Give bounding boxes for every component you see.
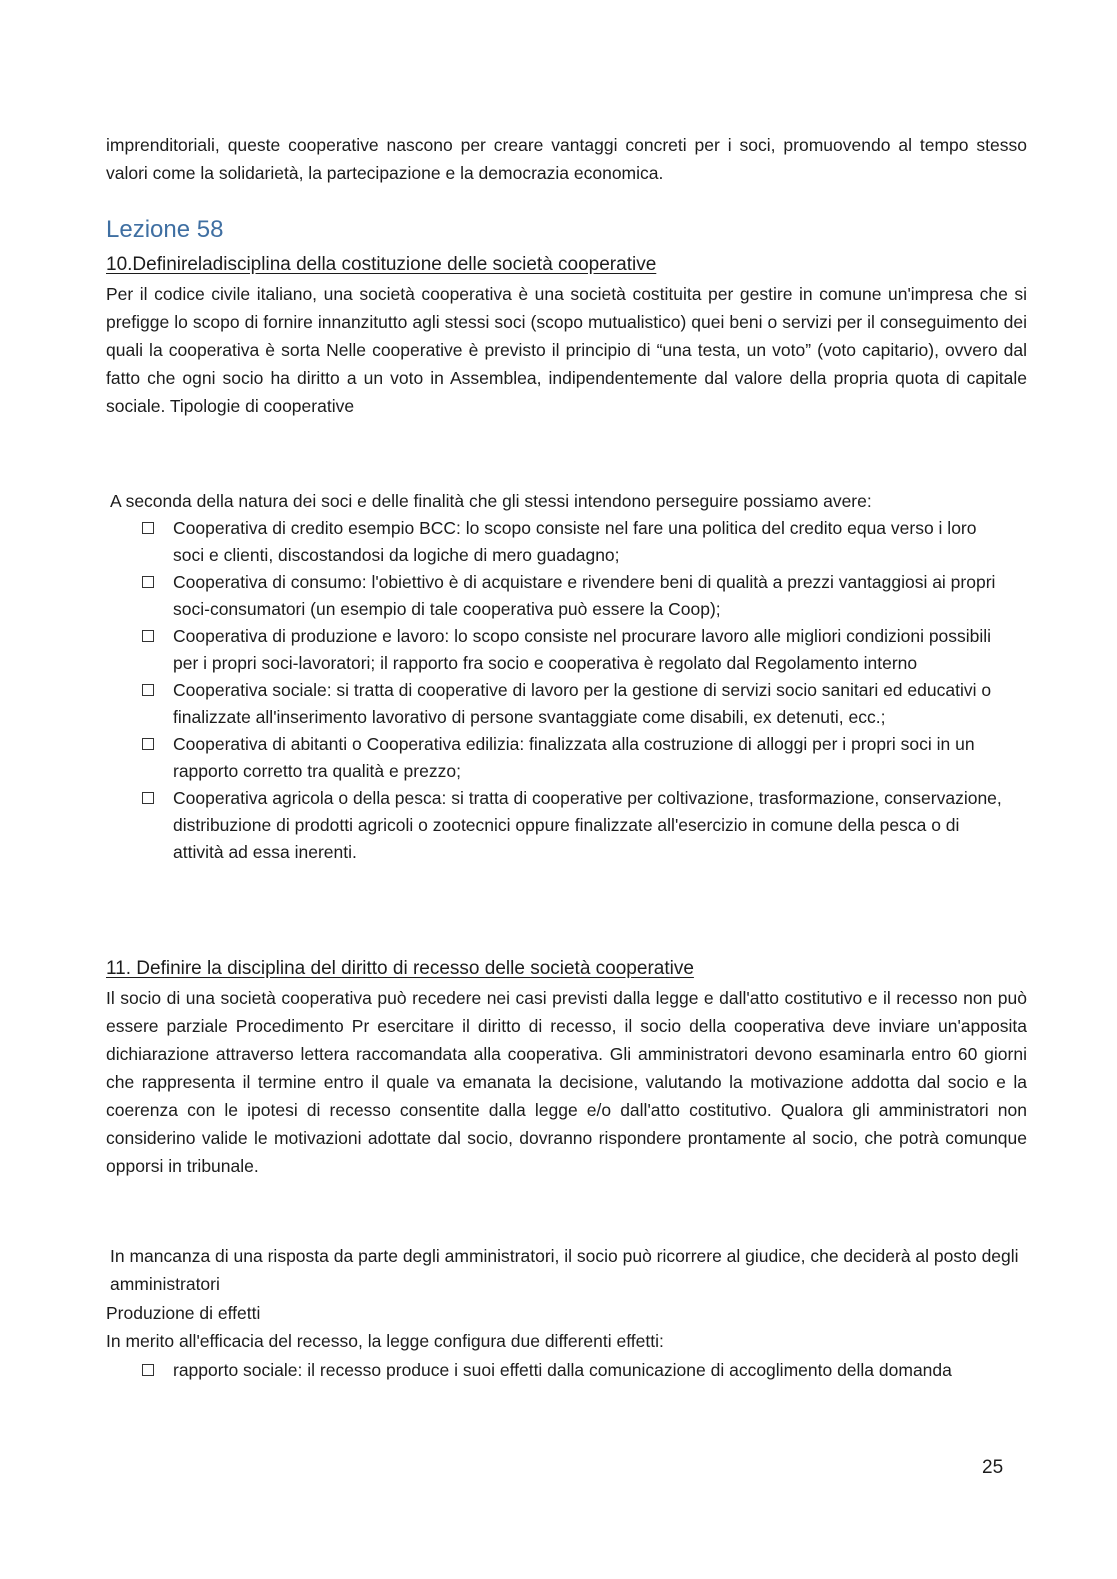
list-item-text: Cooperativa di abitanti o Cooperativa edilizia: finalizzata alla costruzione di alloggi per i propri soci in un rapporto corretto tra qualità e prezzo; <box>173 734 975 781</box>
list-item-text: rapporto sociale: il recesso produce i suoi effetti dalla comunicazione di accoglimento della domanda <box>173 1360 952 1380</box>
q10-paragraph: Per il codice civile italiano, una società cooperativa è una società costituita per gestire in comune un'impresa che si prefigge lo scopo di fornire innanzitutto agli stessi soci (scopo mutualistico) quei beni o servizi per il conseguimento dei quali la cooperativa è sorta Nelle cooperative è previsto il principio di “una testa, un voto” (voto capitario), ovvero dal fatto che ogni socio ha diritto a un voto in Assemblea, indipendentemente dal valore della propria quota di capitale sociale. Tipologie di cooperative <box>106 284 1027 416</box>
list-item-text: Cooperativa sociale: si tratta di cooperative di lavoro per la gestione di servizi socio sanitari ed educativi o finalizzate all'inserimento lavorativo di persone svantaggiate come disabili, ex detenuti, ecc.; <box>173 680 992 727</box>
checkbox-icon <box>142 522 154 534</box>
list-item <box>140 515 1010 569</box>
list-item-text: Cooperativa di produzione e lavoro: lo scopo consiste nel procurare lavoro alle migliori condizioni possibili per i propri soci-lavoratori; il rapporto fra socio e cooperativa è regolato dal Regolamento interno <box>173 626 992 673</box>
q11-effects-intro: In merito all'efficacia del recesso, la legge configura due differenti effetti: <box>106 1331 664 1351</box>
q11-subheading: Produzione di effetti <box>106 1303 261 1323</box>
q10-heading: 10.Definireladisciplina della costituzione delle società cooperative <box>106 254 657 275</box>
q10-intro: A seconda della natura dei soci e delle finalità che gli stessi intendono perseguire possiamo avere: <box>110 491 872 511</box>
lesson-title: Lezione 58 <box>106 216 224 243</box>
list-item <box>140 623 1010 677</box>
q11-paragraph-2: In mancanza di una risposta da parte degli amministratori, il socio può ricorrere al giudice, che deciderà al posto degli amministratori <box>110 1246 1019 1294</box>
q11-heading: 11. Definire la disciplina del diritto di recesso delle società cooperative <box>106 958 694 979</box>
q11-paragraph: Il socio di una società cooperativa può recedere nei casi previsti dalla legge e dall'atto costitutivo e il recesso non può essere parziale Procedimento Pr esercitare il diritto di recesso, il socio della cooperativa deve inviare un'apposita dichiarazione attraverso lettera raccomandata alla cooperativa. Gli amministratori devono esaminarla entro 60 giorni che rappresenta il termine entro il quale va emanata la decisione, valutando la motivazione addotta dal socio e la coerenza con le ipotesi di recesso consentite dalla legge e/o dall'atto costitutivo. Qualora gli amministratori non considerino valide le motivazioni adottate dal socio, dovranno rispondere prontamente al socio, che potrà comunque opporsi in tribunale. <box>106 988 1027 1176</box>
q10-list <box>140 515 1010 866</box>
list-item <box>140 785 1010 866</box>
list-item-text: Cooperativa agricola o della pesca: si tratta di cooperative per coltivazione, trasformazione, conservazione, distribuzione di prodotti agricoli o zootecnici oppure finalizzate all'esercizio in comune della pesca o di attività ad essa inerenti. <box>173 788 1002 862</box>
checkbox-icon <box>142 630 154 642</box>
list-item <box>140 1357 1010 1384</box>
list-item-text: Cooperativa di consumo: l'obiettivo è di acquistare e rivendere beni di qualità a prezzi vantaggiosi ai propri soci-consumatori (un esempio di tale cooperativa può essere la Coop); <box>173 572 996 619</box>
list-item <box>140 569 1010 623</box>
list-item <box>140 677 1010 731</box>
list-item <box>140 731 1010 785</box>
checkbox-icon <box>142 684 154 696</box>
list-item-text: Cooperativa di credito esempio BCC: lo scopo consiste nel fare una politica del credito equa verso i loro soci e clienti, discostandosi da logiche di mero guadagno; <box>173 518 977 565</box>
checkbox-icon <box>142 1364 154 1376</box>
checkbox-icon <box>142 738 154 750</box>
q11-list <box>140 1357 1010 1384</box>
checkbox-icon <box>142 576 154 588</box>
checkbox-icon <box>142 792 154 804</box>
top-paragraph: imprenditoriali, queste cooperative nascono per creare vantaggi concreti per i soci, promuovendo al tempo stesso valori come la solidarietà, la partecipazione e la democrazia economica. <box>106 135 1027 183</box>
page-number: 25 <box>982 1457 1004 1478</box>
